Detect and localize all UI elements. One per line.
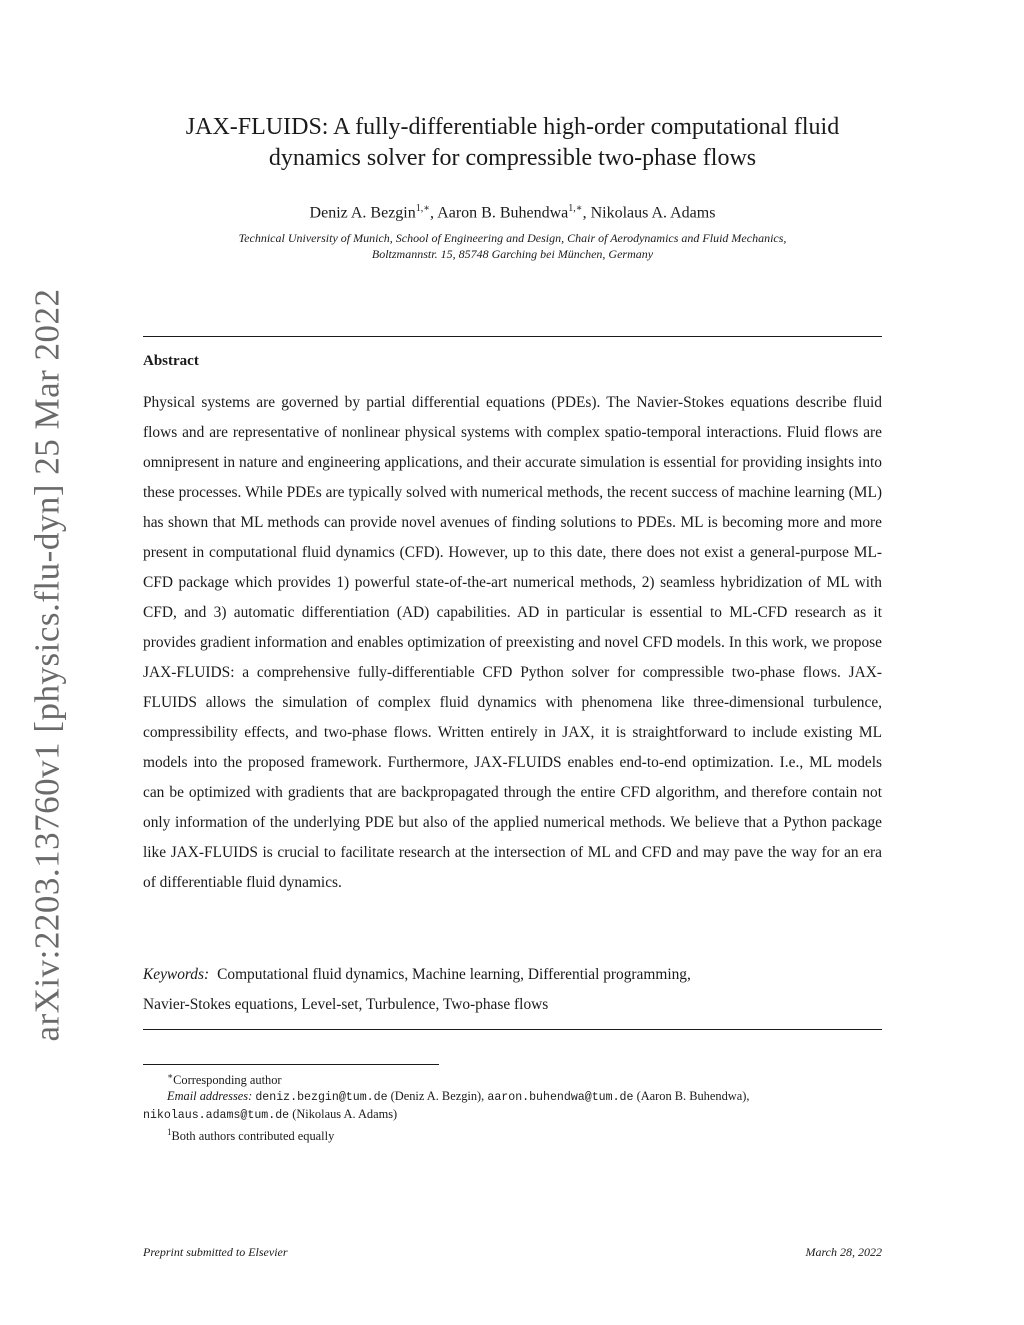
author-name: Deniz A. Bezgin <box>309 204 416 222</box>
author-affiliation-mark: 1,∗ <box>568 203 583 214</box>
keywords-block <box>143 960 882 1020</box>
keywords-text-2: Navier-Stokes equations, Level-set, Turbulence, Two-phase flows <box>143 996 549 1013</box>
email-link-buhendwa[interactable]: aaron.buhendwa@tum.de <box>487 1091 634 1105</box>
email-link-adams[interactable]: nikolaus.adams@tum.de <box>143 1109 290 1123</box>
author-list <box>143 198 882 224</box>
author-affiliation-mark: 1,∗ <box>415 203 431 214</box>
footnote-emails-continued <box>143 1106 882 1124</box>
keywords-line-1 <box>143 960 882 990</box>
author-separator: , <box>430 204 438 222</box>
abstract-bottom-rule <box>143 1029 882 1030</box>
corresponding-text: Corresponding author <box>173 1073 282 1088</box>
footnote-separator <box>143 1064 439 1065</box>
affiliation-line-1: Technical University of Munich, School of Engineering and Design, Chair of Aerodynamics and Fluid Mechanics, <box>238 231 787 245</box>
footnotes <box>143 1068 882 1144</box>
author-name: Aaron B. Buhendwa <box>437 204 569 222</box>
email-owner-adams: (Nikolaus A. Adams) <box>292 1107 398 1122</box>
affiliation-line-2: Boltzmannstr. 15, 85748 Garching bei München, Germany <box>371 247 654 261</box>
footnote-emails <box>143 1088 882 1106</box>
paper-title-line-2: dynamics solver for compressible two-phase flows <box>268 145 757 171</box>
arxiv-identifier-stamp <box>8 288 88 1042</box>
arxiv-identifier-text: arXiv:2203.13760v1 [physics.flu-dyn] 25 Mar 2022 <box>28 288 68 1042</box>
author-affiliation <box>143 230 882 262</box>
equal-contribution-mark: 1 <box>167 1127 172 1138</box>
paper-title-line-1: JAX-FLUIDS: A fully-differentiable high-order computational fluid <box>185 114 840 140</box>
corresponding-mark: ∗ <box>167 1071 174 1081</box>
preprint-note: Preprint submitted to Elsevier <box>143 1245 288 1259</box>
abstract-top-rule <box>143 336 882 337</box>
email-label: Email addresses: <box>167 1089 253 1104</box>
footnote-corresponding <box>143 1068 882 1088</box>
abstract-text: Physical systems are governed by partial differential equations (PDEs). The Navier-Stokes equations describe fluid flows and are representative of nonlinear physical systems with complex spatio-temporal interactions. Fluid flows are omnipresent in nature and engineering applications, and their accurate simulation is essential for providing insights into these processes. While PDEs are typically solved with numerical methods, the recent success of machine learning (ML) has shown that ML methods can provide novel avenues of finding solutions to PDEs. ML is becoming more and more present in computational fluid dynamics (CFD). However, up to this date, there does not exist a general-purpose ML-CFD package which provides 1) powerful state-of-the-art numerical methods, 2) seamless hybridization of ML with CFD, and 3) automatic differentiation (AD) capabilities. AD in particular is essential to ML-CFD research as it provides gradient information and enables optimization of preexisting and novel CFD models. In this work, we propose JAX-FLUIDS: a comprehensive fully-differentiable CFD Python solver for compressible two-phase flows. JAX-FLUIDS allows the simulation of complex fluid dynamics with phenomena like three-dimensional turbulence, compressibility effects, and two-phase flows. Written entirely in JAX, it is straightforward to include existing ML models into the proposed framework. Furthermore, JAX-FLUIDS enables end-to-end optimization. I.e., ML models can be optimized with gradients that are backpropagated through the entire CFD algorithm, and therefore contain not only information of the underlying PDE but also of the applied numerical methods. We believe that a Python package like JAX-FLUIDS is crucial to facilitate research at the intersection of ML and CFD and may pave the way for an era of differentiable fluid dynamics. <box>143 394 882 891</box>
keywords-label: Keywords: <box>143 966 210 983</box>
footnote-equal-contribution <box>143 1124 882 1144</box>
paper-title <box>143 112 882 174</box>
email-owner-buhendwa: (Aaron B. Buhendwa), <box>636 1089 750 1104</box>
equal-contribution-text: Both authors contributed equally <box>171 1129 335 1144</box>
author-separator: , <box>582 204 591 222</box>
keywords-text-1: Computational fluid dynamics, Machine learning, Differential programming, <box>217 966 691 983</box>
email-owner-bezgin: (Deniz A. Bezgin), <box>390 1089 485 1104</box>
email-link-bezgin[interactable]: deniz.bezgin@tum.de <box>255 1091 388 1105</box>
abstract-heading: Abstract <box>143 353 199 369</box>
author-name: Nikolaus A. Adams <box>590 204 716 222</box>
preprint-date: March 28, 2022 <box>805 1245 882 1259</box>
